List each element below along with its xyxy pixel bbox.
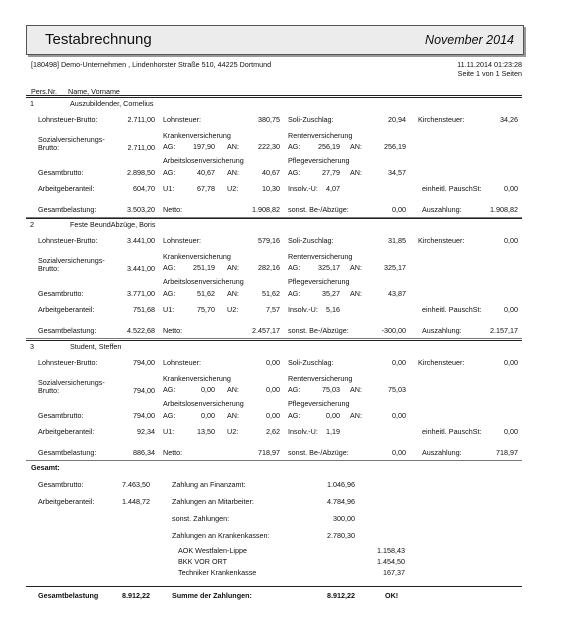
- value-rv-an: 75,03: [388, 385, 406, 394]
- label-av-an: AN:: [227, 168, 239, 177]
- value-kv-an: 282,16: [258, 263, 280, 272]
- value-soli: 31,85: [388, 236, 406, 245]
- label-kv-an: AN:: [227, 263, 239, 272]
- label-lohnsteuer-brutto: Lohnsteuer-Brutto:: [38, 358, 98, 367]
- label-sv-brutto-2: Brutto:: [38, 386, 60, 395]
- label-arbeitgeberanteil: Arbeitgeberanteil:: [38, 305, 95, 314]
- value-lohnsteuer-brutto: 2.711,00: [127, 115, 155, 124]
- value-rv-ag: 75,03: [322, 385, 340, 394]
- label-rv-ag: AG:: [288, 385, 301, 394]
- value-pauschst: 0,00: [504, 427, 518, 436]
- label-pauschst: einheitl. PauschSt:: [422, 184, 482, 193]
- employee-separator-line: [26, 218, 522, 219]
- label-soli: Soli-Zuschlag:: [288, 358, 334, 367]
- value-arbeitgeberanteil: 751,68: [133, 305, 155, 314]
- label-auszahlung: Auszahlung:: [422, 448, 462, 457]
- value-gesamtbelastung: 3.503,20: [127, 205, 155, 214]
- value-gesamtbrutto: 3.771,00: [127, 289, 155, 298]
- label-lohnsteuer-brutto: Lohnsteuer-Brutto:: [38, 115, 98, 124]
- label-soli: Soli-Zuschlag:: [288, 236, 334, 245]
- employee-number: 2: [30, 220, 34, 229]
- label-netto: Netto:: [163, 448, 183, 457]
- value-sonst: 0,00: [392, 448, 406, 457]
- report-timestamp: 11.11.2014 01:23:28: [457, 60, 522, 69]
- label-insolv: Insolv.-U:: [288, 427, 318, 436]
- value-pauschst: 0,00: [504, 305, 518, 314]
- label-av-an: AN:: [227, 289, 239, 298]
- value-kirchensteuer: 34,26: [500, 115, 518, 124]
- grand-total-payments-value: 8.912,22: [327, 591, 355, 600]
- value-netto: 718,97: [258, 448, 280, 457]
- label-krankenversicherung: Krankenversicherung: [163, 252, 231, 261]
- label-pflegeversicherung: Pflegeversicherung: [288, 277, 350, 286]
- label-av-ag: AG:: [163, 411, 176, 420]
- label-arbeitslosenversicherung: Arbeitslosenversicherung: [163, 156, 244, 165]
- label-soli: Soli-Zuschlag:: [288, 115, 334, 124]
- value-soli: 20,94: [388, 115, 406, 124]
- value-gesamtbrutto: 2.898,50: [127, 168, 155, 177]
- kasse-value: 1.158,43: [377, 546, 405, 555]
- value-pv-an: 0,00: [392, 411, 406, 420]
- label-rv-an: AN:: [350, 142, 362, 151]
- totals-gesamtbrutto-value: 7.463,50: [122, 480, 150, 489]
- label-sv-brutto: Sozialversicherungs-: [38, 378, 105, 387]
- employee-number: 3: [30, 342, 34, 351]
- label-sv-brutto-2: Brutto:: [38, 264, 60, 273]
- employee-name: Auszubildender, Cornelius: [70, 99, 154, 108]
- value-auszahlung: 2.157,17: [490, 326, 518, 335]
- totals-arbeitgeberanteil-label: Arbeitgeberanteil:: [38, 497, 95, 506]
- label-lohnsteuer: Lohnsteuer:: [163, 358, 201, 367]
- value-av-an: 0,00: [266, 411, 280, 420]
- label-arbeitgeberanteil: Arbeitgeberanteil:: [38, 427, 95, 436]
- value-sonst: 0,00: [392, 205, 406, 214]
- label-u2: U2:: [227, 305, 239, 314]
- value-lohnsteuer: 0,00: [266, 358, 280, 367]
- totals-krankenkassen-label: Zahlungen an Krankenkassen:: [172, 531, 270, 540]
- label-pflegeversicherung: Pflegeversicherung: [288, 156, 350, 165]
- value-kirchensteuer: 0,00: [504, 236, 518, 245]
- kasse-value: 167,37: [383, 568, 405, 577]
- report-period: November 2014: [425, 33, 514, 47]
- label-krankenversicherung: Krankenversicherung: [163, 131, 231, 140]
- employee-separator-line: [26, 97, 522, 98]
- value-u2: 2,62: [266, 427, 280, 436]
- label-sv-brutto-2: Brutto:: [38, 143, 60, 152]
- label-kv-ag: AG:: [163, 142, 176, 151]
- employee-subtotal-line: [26, 338, 522, 339]
- value-rv-an: 256,19: [384, 142, 406, 151]
- label-sv-brutto: Sozialversicherungs-: [38, 135, 105, 144]
- label-av-an: AN:: [227, 411, 239, 420]
- grand-total-belastung-value: 8.912,22: [122, 591, 150, 600]
- label-pv-an: AN:: [350, 168, 362, 177]
- label-u2: U2:: [227, 427, 239, 436]
- value-soli: 0,00: [392, 358, 406, 367]
- label-kirchensteuer: Kirchensteuer:: [418, 358, 465, 367]
- value-netto: 1.908,82: [252, 205, 280, 214]
- value-av-an: 40,67: [262, 168, 280, 177]
- label-lohnsteuer-brutto: Lohnsteuer-Brutto:: [38, 236, 98, 245]
- totals-gesamtbrutto-label: Gesamtbrutto:: [38, 480, 84, 489]
- column-header-name: Name, Vorname: [68, 87, 120, 96]
- totals-separator-line: [26, 586, 522, 587]
- label-u1: U1:: [163, 184, 175, 193]
- value-av-ag: 0,00: [201, 411, 215, 420]
- totals-finanzamt-label: Zahlung an Finanzamt:: [172, 480, 246, 489]
- employee-name: Student, Steffen: [70, 342, 122, 351]
- value-kv-an: 222,30: [258, 142, 280, 151]
- value-lohnsteuer: 579,16: [258, 236, 280, 245]
- value-pv-ag: 27,79: [322, 168, 340, 177]
- value-sv-brutto: 3.441,00: [127, 264, 155, 273]
- totals-sonst-label: sonst. Zahlungen:: [172, 514, 230, 523]
- label-insolv: Insolv.-U:: [288, 184, 318, 193]
- label-pv-ag: AG:: [288, 168, 301, 177]
- grand-total-payments-label: Summe der Zahlungen:: [172, 591, 252, 600]
- label-rv-an: AN:: [350, 263, 362, 272]
- label-auszahlung: Auszahlung:: [422, 205, 462, 214]
- value-arbeitgeberanteil: 604,70: [133, 184, 155, 193]
- totals-arbeitgeberanteil-value: 1.448,72: [122, 497, 150, 506]
- value-sv-brutto: 794,00: [133, 386, 155, 395]
- label-u1: U1:: [163, 427, 175, 436]
- label-av-ag: AG:: [163, 289, 176, 298]
- value-netto: 2.457,17: [252, 326, 280, 335]
- label-pflegeversicherung: Pflegeversicherung: [288, 399, 350, 408]
- totals-mitarbeiter-label: Zahlungen an Mitarbeiter:: [172, 497, 254, 506]
- label-lohnsteuer: Lohnsteuer:: [163, 115, 201, 124]
- value-kv-ag: 197,90: [193, 142, 215, 151]
- value-pv-an: 34,57: [388, 168, 406, 177]
- label-netto: Netto:: [163, 205, 183, 214]
- kasse-name: BKK VOR ORT: [178, 557, 227, 566]
- label-kv-an: AN:: [227, 385, 239, 394]
- value-u1: 75,70: [197, 305, 215, 314]
- totals-mitarbeiter-value: 4.784,96: [327, 497, 355, 506]
- value-gesamtbrutto: 794,00: [133, 411, 155, 420]
- value-insolv: 5,16: [326, 305, 340, 314]
- value-av-an: 51,62: [262, 289, 280, 298]
- label-pv-an: AN:: [350, 289, 362, 298]
- value-gesamtbelastung: 886,34: [133, 448, 155, 457]
- employee-subtotal-line: [26, 460, 522, 461]
- label-kv-ag: AG:: [163, 263, 176, 272]
- label-rentenversicherung: Rentenversicherung: [288, 131, 353, 140]
- label-sonst: sonst. Be-/Abzüge:: [288, 448, 349, 457]
- value-lohnsteuer-brutto: 794,00: [133, 358, 155, 367]
- employee-name: Feste BeundAbzüge, Boris: [70, 220, 156, 229]
- kasse-value: 1.454,50: [377, 557, 405, 566]
- label-arbeitslosenversicherung: Arbeitslosenversicherung: [163, 399, 244, 408]
- label-pauschst: einheitl. PauschSt:: [422, 305, 482, 314]
- label-pauschst: einheitl. PauschSt:: [422, 427, 482, 436]
- kasse-name: Techniker Krankenkasse: [178, 568, 257, 577]
- value-rv-ag: 256,19: [318, 142, 340, 151]
- label-krankenversicherung: Krankenversicherung: [163, 374, 231, 383]
- label-auszahlung: Auszahlung:: [422, 326, 462, 335]
- label-arbeitgeberanteil: Arbeitgeberanteil:: [38, 184, 95, 193]
- label-arbeitslosenversicherung: Arbeitslosenversicherung: [163, 277, 244, 286]
- totals-finanzamt-value: 1.046,96: [327, 480, 355, 489]
- value-u1: 13,50: [197, 427, 215, 436]
- value-pv-an: 43,87: [388, 289, 406, 298]
- label-insolv: Insolv.-U:: [288, 305, 318, 314]
- value-auszahlung: 1.908,82: [490, 205, 518, 214]
- label-kirchensteuer: Kirchensteuer:: [418, 236, 465, 245]
- label-u1: U1:: [163, 305, 175, 314]
- column-header-pers-nr: Pers.Nr.: [31, 87, 57, 96]
- label-sonst: sonst. Be-/Abzüge:: [288, 326, 349, 335]
- value-av-ag: 40,67: [197, 168, 215, 177]
- company-address: [180498] Demo-Unternehmen , Lindenhorster Straße 510, 44225 Dortmund: [31, 60, 272, 69]
- value-u2: 7,57: [266, 305, 280, 314]
- label-gesamtbelastung: Gesamtbelastung:: [38, 326, 97, 335]
- label-rv-ag: AG:: [288, 263, 301, 272]
- label-gesamtbelastung: Gesamtbelastung:: [38, 205, 97, 214]
- balance-check-status: OK!: [385, 591, 399, 600]
- employee-number: 1: [30, 99, 34, 108]
- value-kirchensteuer: 0,00: [504, 358, 518, 367]
- label-rv-an: AN:: [350, 385, 362, 394]
- label-pv-ag: AG:: [288, 411, 301, 420]
- label-gesamtbrutto: Gesamtbrutto:: [38, 289, 84, 298]
- label-gesamtbrutto: Gesamtbrutto:: [38, 168, 84, 177]
- value-auszahlung: 718,97: [496, 448, 518, 457]
- value-u2: 10,30: [262, 184, 280, 193]
- page-info: Seite 1 von 1 Seiten: [457, 69, 522, 78]
- label-netto: Netto:: [163, 326, 183, 335]
- label-gesamtbrutto: Gesamtbrutto:: [38, 411, 84, 420]
- grand-total-belastung-label: Gesamtbelastung: [38, 591, 99, 600]
- label-rv-ag: AG:: [288, 142, 301, 151]
- kasse-name: AOK Westfalen-Lippe: [178, 546, 247, 555]
- value-kv-ag: 0,00: [201, 385, 215, 394]
- value-gesamtbelastung: 4.522,68: [127, 326, 155, 335]
- value-insolv: 1,19: [326, 427, 340, 436]
- value-kv-ag: 251,19: [193, 263, 215, 272]
- value-insolv: 4,07: [326, 184, 340, 193]
- value-sonst: -300,00: [381, 326, 406, 335]
- label-gesamtbelastung: Gesamtbelastung:: [38, 448, 97, 457]
- label-kv-an: AN:: [227, 142, 239, 151]
- value-av-ag: 51,62: [197, 289, 215, 298]
- value-pv-ag: 0,00: [326, 411, 340, 420]
- totals-krankenkassen-value: 2.780,30: [327, 531, 355, 540]
- label-sv-brutto: Sozialversicherungs-: [38, 256, 105, 265]
- report-title: Testabrechnung: [45, 31, 152, 48]
- label-kv-ag: AG:: [163, 385, 176, 394]
- label-av-ag: AG:: [163, 168, 176, 177]
- value-kv-an: 0,00: [266, 385, 280, 394]
- value-pauschst: 0,00: [504, 184, 518, 193]
- value-lohnsteuer: 380,75: [258, 115, 280, 124]
- value-rv-ag: 325,17: [318, 263, 340, 272]
- value-lohnsteuer-brutto: 3.441,00: [127, 236, 155, 245]
- label-kirchensteuer: Kirchensteuer:: [418, 115, 465, 124]
- label-rentenversicherung: Rentenversicherung: [288, 374, 353, 383]
- value-sv-brutto: 2.711,00: [127, 143, 155, 152]
- label-sonst: sonst. Be-/Abzüge:: [288, 205, 349, 214]
- employee-separator-line: [26, 340, 522, 341]
- label-lohnsteuer: Lohnsteuer:: [163, 236, 201, 245]
- value-u1: 67,78: [197, 184, 215, 193]
- label-rentenversicherung: Rentenversicherung: [288, 252, 353, 261]
- label-pv-ag: AG:: [288, 289, 301, 298]
- totals-heading: Gesamt:: [31, 463, 60, 472]
- label-u2: U2:: [227, 184, 239, 193]
- value-pv-ag: 35,27: [322, 289, 340, 298]
- label-pv-an: AN:: [350, 411, 362, 420]
- totals-sonst-value: 300,00: [333, 514, 355, 523]
- value-rv-an: 325,17: [384, 263, 406, 272]
- column-header-line: [26, 95, 522, 96]
- value-arbeitgeberanteil: 92,34: [137, 427, 155, 436]
